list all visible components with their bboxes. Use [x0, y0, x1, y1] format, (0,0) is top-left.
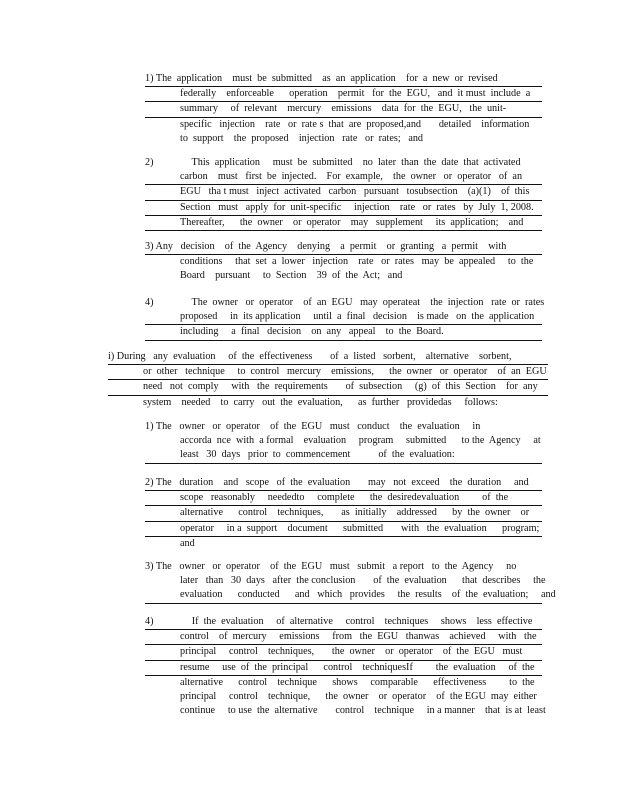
item-2-line-2: carbon must first be injected. For example, the owner or operator of an — [145, 170, 542, 185]
sub-item-3-line-2: later than 30 days after the conclusion of the evaluation that describes the — [180, 575, 546, 587]
sub-item-2 — [145, 476, 542, 551]
sub-item-3 — [145, 560, 556, 604]
paragraph-i-line-3: need not comply with the requirements of subsection (g) of this Section for any — [108, 380, 548, 395]
item-1-line-4: specific injection rate or rate s that are proposed,and detailed information — [180, 118, 530, 130]
item-4-line-1: 4) The owner or operator of an EGU may operateat the injection rate or rates — [145, 297, 545, 308]
sub-item-4 — [145, 615, 546, 718]
sub-item-1-line-2: accorda nce with a formal evaluation program submitted to the Agency at — [180, 435, 541, 447]
paragraph-i-line-1: i) During any evaluation of the effectiveness of a listed sorbent, alternative sorbent, — [108, 350, 548, 365]
sub-item-4-line-1: 4) If the evaluation of alternative control techniques shows less effective — [145, 615, 542, 630]
list-item-2 — [145, 156, 542, 231]
paragraph-i-line-4: system needed to carry out the evaluation, as further providedas follows: — [143, 396, 498, 408]
sub-item-2-line-3: alternative control techniques, as initially addressed by the owner or — [145, 506, 542, 521]
sub-item-4-line-5: alternative control technique shows comparable effectiveness to the — [180, 676, 535, 688]
item-3-line-1: 3) Any decision of the Agency denying a permit or granting a permit with — [145, 240, 542, 255]
list-item-3 — [145, 240, 542, 284]
item-3-line-2: conditions that set a lower injection rate or rates may be appealed to the — [180, 256, 534, 268]
item-1-line-3: summary of relevant mercury emissions data for the EGU, the unit- — [145, 102, 542, 117]
sub-item-1 — [145, 420, 542, 464]
sub-item-4-line-3: principal control techniques, the owner or operator of the EGU must — [145, 645, 542, 660]
item-2-line-1: 2) This application must be submitted no later than the date that activated — [145, 157, 521, 168]
item-3-line-3: Board pursuant to Section 39 of the Act; and — [180, 270, 403, 282]
sub-item-4-line-4: resume use of the principal control techniquesIf the evaluation of the — [145, 661, 542, 676]
sub-item-2-line-4: operator in a support document submitted with the evaluation program; — [145, 522, 542, 537]
item-1-line-1: 1) The application must be submitted as an application for a new or revised — [145, 72, 542, 87]
paragraph-i-line-2: or other technique to control mercury emissions, the owner or operator of an EGU — [108, 365, 548, 380]
item-1-line-5: to support the proposed injection rate or rates; and — [180, 132, 424, 144]
item-2-line-5: Thereafter, the owner or operator may supplement its application; and — [145, 216, 542, 231]
sub-item-4-line-6: principal control technique, the owner or operator of the EGU may either — [180, 690, 537, 702]
item-4-line-2: proposed in its application until a final decision is made on the application — [145, 310, 542, 325]
sub-item-4-line-7: continue to use the alternative control technique in a manner that is at least — [180, 705, 546, 717]
item-2-line-4: Section must apply for unit-specific injection rate or rates by July 1, 2008. — [145, 201, 542, 216]
paragraph-i — [108, 350, 548, 410]
sub-item-3-line-1: 3) The owner or operator of the EGU must submit a report to the Agency no — [145, 561, 517, 572]
item-1-line-2: federally enforceable operation permit for the EGU, and it must include a — [145, 87, 542, 102]
item-2-line-3: EGU tha t must inject activated carbon pursuant tosubsection (a)(1) of this — [145, 185, 542, 200]
list-item-1 — [145, 72, 542, 146]
sub-item-4-line-2: control of mercury emissions from the EGU thanwas achieved with the — [145, 630, 542, 645]
sub-item-2-line-5: and — [180, 537, 195, 549]
sub-item-1-line-3: least 30 days prior to commencement of the evaluation: — [145, 448, 542, 463]
sub-item-2-line-1: 2) The duration and scope of the evaluation may not exceed the duration and — [145, 476, 542, 491]
item-4-line-3: including a final decision on any appeal to the Board. — [145, 325, 542, 340]
list-item-4 — [145, 296, 545, 341]
sub-item-3-line-3: evaluation conducted and which provides the results of the evaluation; and — [145, 588, 542, 603]
sub-item-1-line-1: 1) The owner or operator of the EGU must conduct the evaluation in — [145, 421, 481, 432]
sub-item-2-line-2: scope reasonably neededto complete the desiredevaluation of the — [145, 491, 542, 506]
